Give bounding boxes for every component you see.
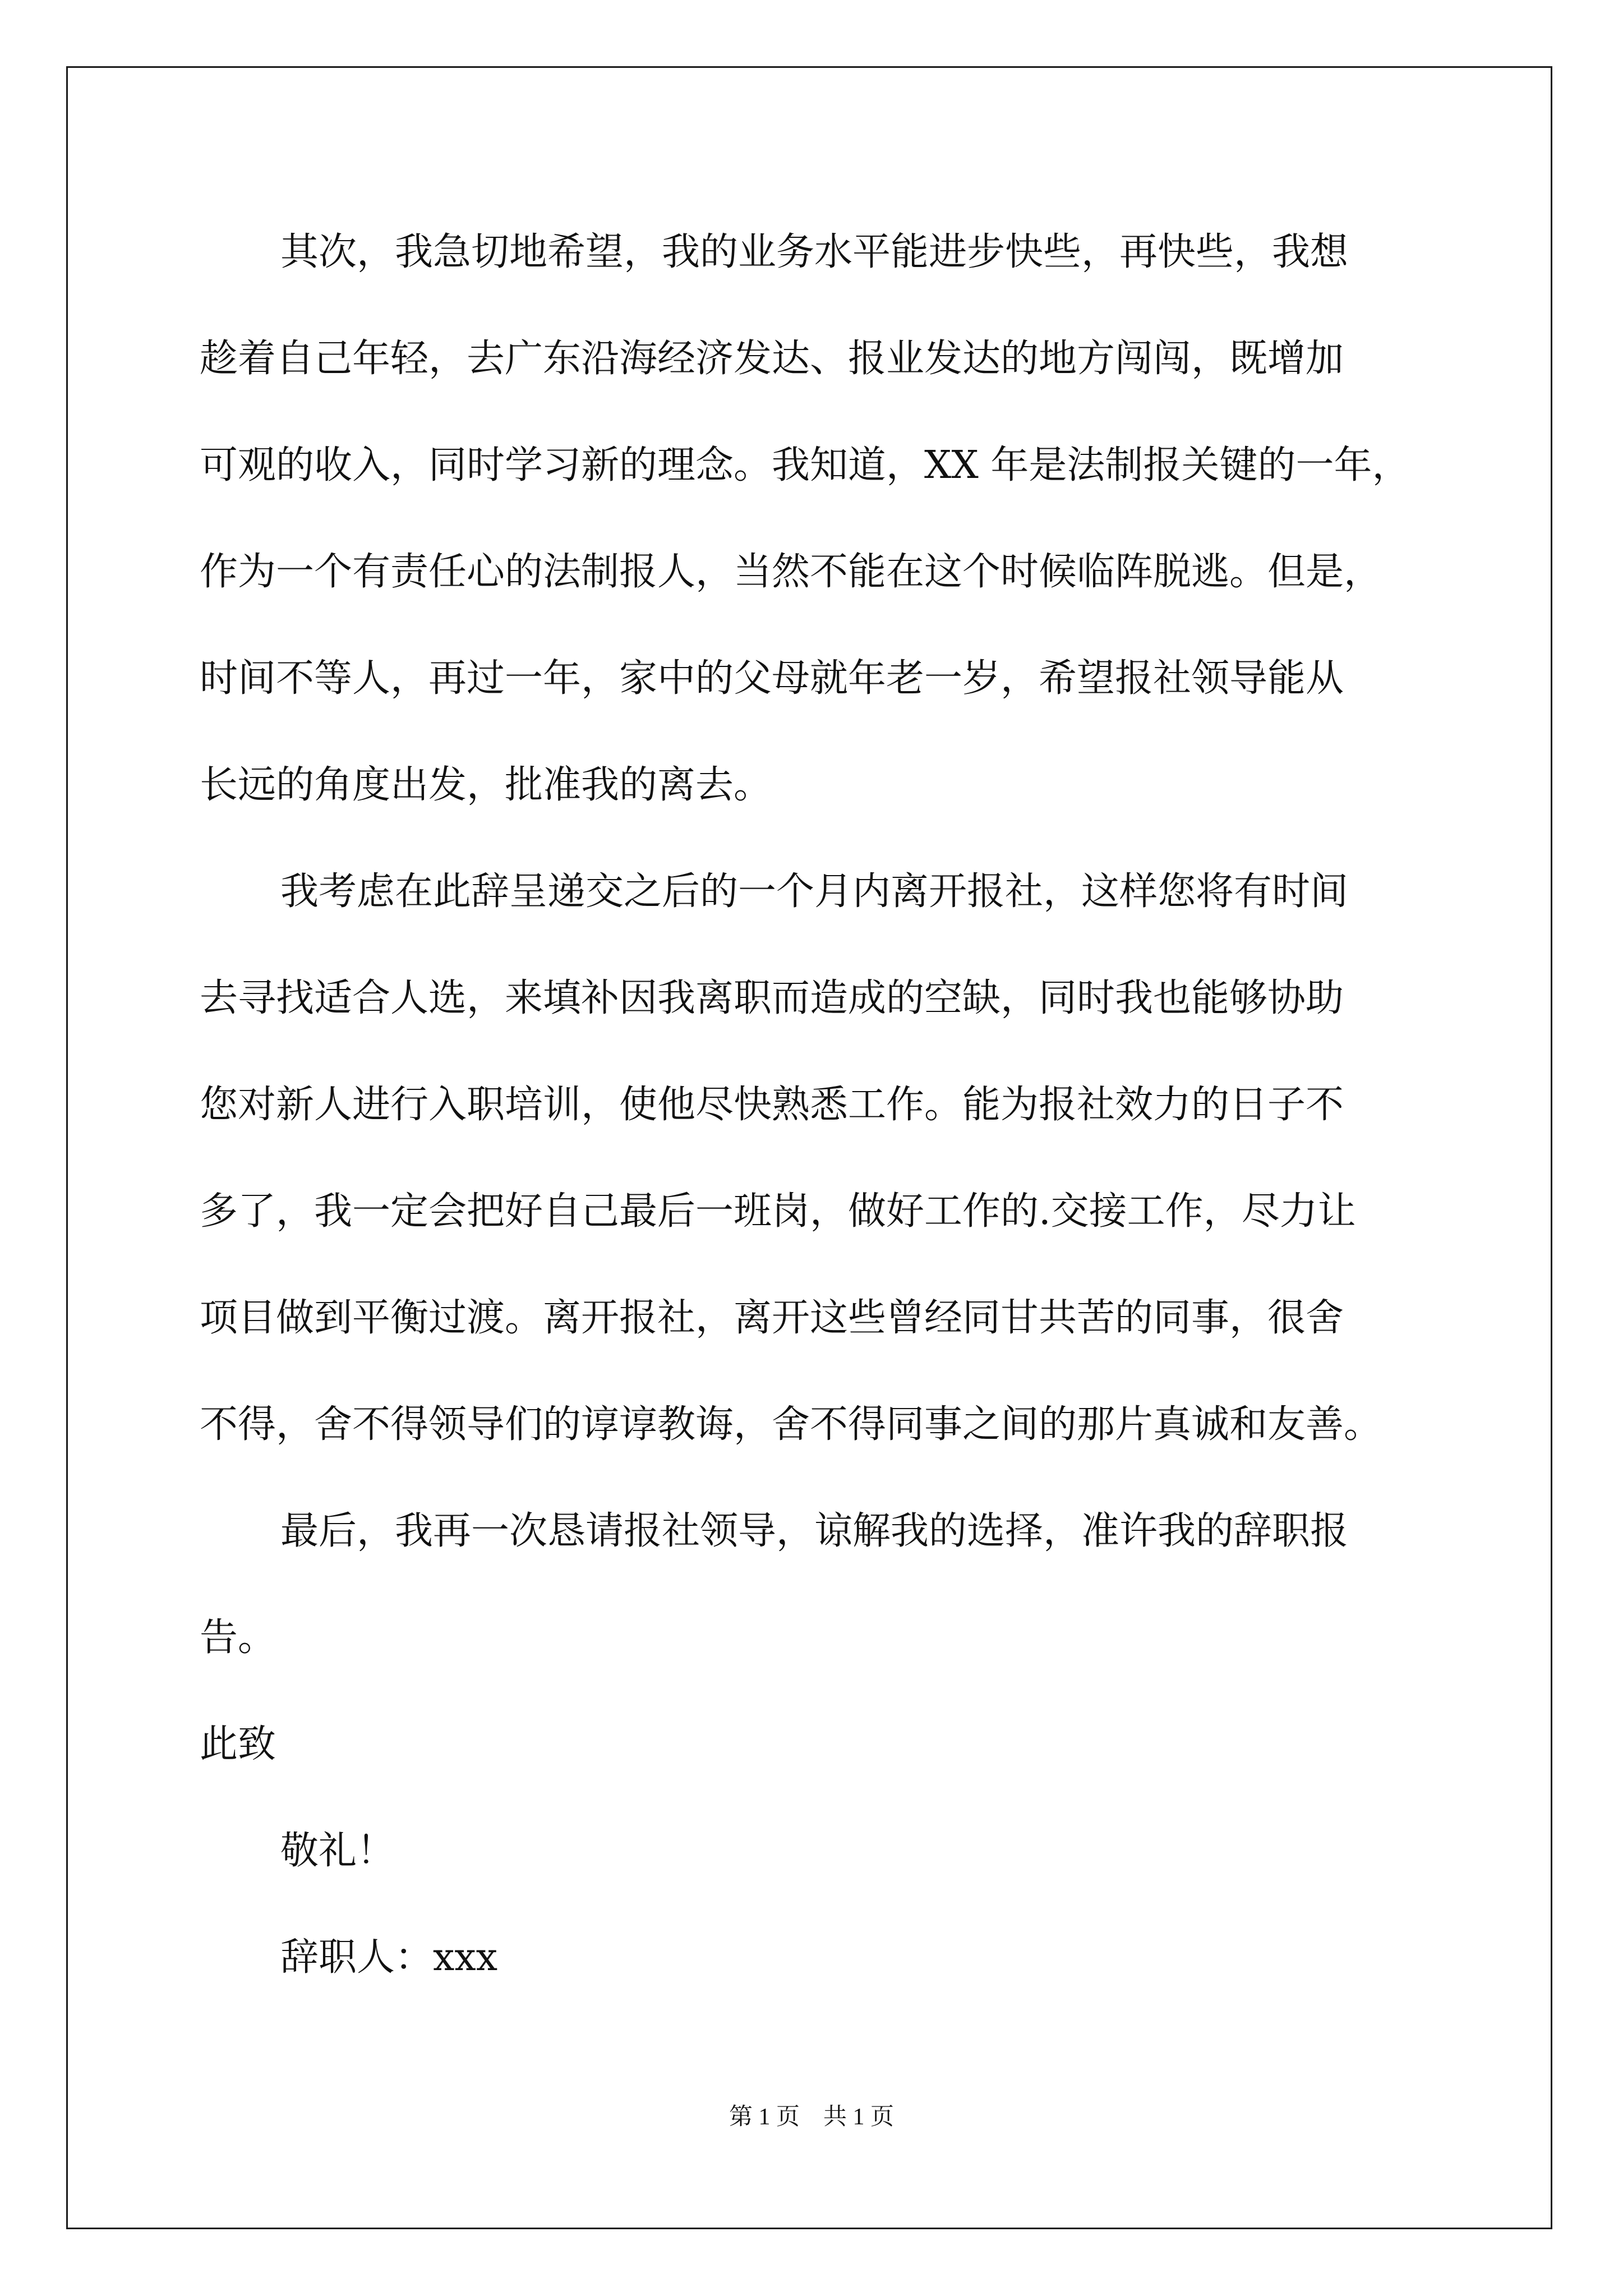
paragraph-1-line-6: 长远的角度出发，批准我的离去。 (200, 763, 772, 807)
paragraph-1-line-1: 其次，我急切地希望，我的业务水平能进步快些，再快些，我想 (280, 230, 1349, 274)
page-number-footer: 第 1 页 共 1 页 (728, 2104, 894, 2130)
paragraph-3-line-1: 最后，我再一次恳请报社领导，谅解我的选择，准许我的辞职报 (280, 1509, 1349, 1553)
paragraph-2-line-3: 您对新人进行入职培训，使他尽快熟悉工作。能为报社效力的日子不 (200, 1083, 1344, 1127)
paragraph-1-line-2: 趁着自己年轻，去广东沿海经济发达、报业发达的地方闯闯，既增加 (200, 337, 1344, 381)
paragraph-2-line-4: 多了，我一定会把好自己最后一班岗，做好工作的.交接工作，尽力让 (200, 1189, 1356, 1234)
paragraph-3-line-2: 告。 (200, 1616, 276, 1660)
paragraph-2-line-5: 项目做到平衡过渡。离开报社，离开这些曾经同甘共苦的同事，很舍 (200, 1296, 1344, 1340)
paragraph-1-line-3: 可观的收入，同时学习新的理念。我知道，XX 年是法制报关键的一年， (200, 443, 1410, 487)
salutation: 此致 (200, 1722, 276, 1766)
page-border (66, 66, 1552, 2229)
paragraph-2-line-1: 我考虑在此辞呈递交之后的一个月内离开报社，这样您将有时间 (280, 869, 1349, 914)
regards: 敬礼！ (280, 1829, 395, 1873)
signature: 辞职人：xxx (280, 1935, 498, 1980)
paragraph-2-line-2: 去寻找适合人选，来填补因我离职而造成的空缺，同时我也能够协助 (200, 976, 1344, 1020)
paragraph-1-line-4: 作为一个有责任心的法制报人，当然不能在这个时候临阵脱逃。但是， (200, 550, 1382, 594)
paragraph-2-line-6: 不得，舍不得领导们的谆谆教诲，舍不得同事之间的那片真诚和友善。 (200, 1402, 1382, 1447)
paragraph-1-line-5: 时间不等人，再过一年，家中的父母就年老一岁，希望报社领导能从 (200, 656, 1344, 701)
